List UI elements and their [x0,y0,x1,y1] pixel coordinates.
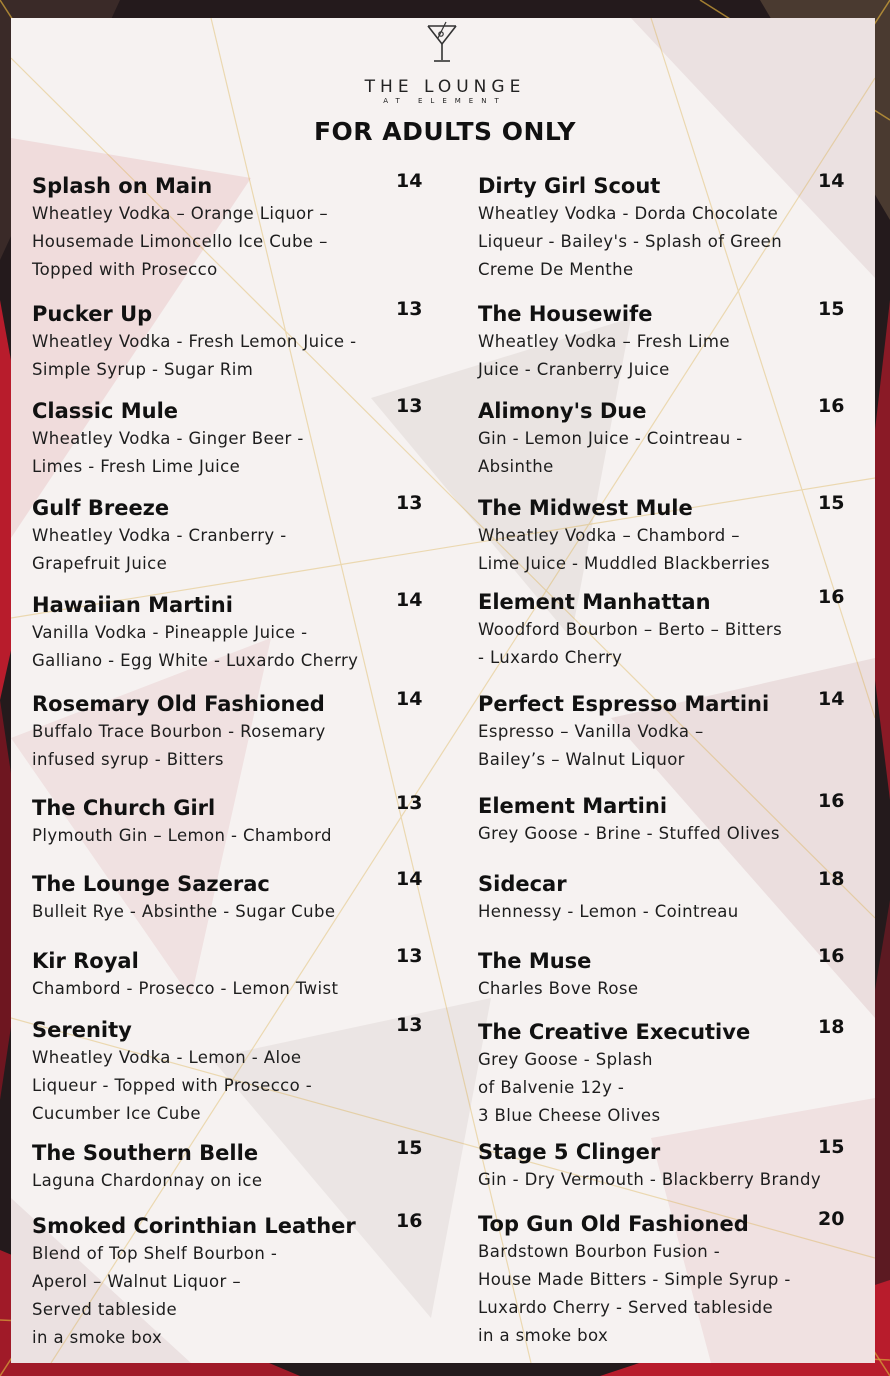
menu-item [32,794,452,850]
menu-item [32,494,452,578]
menu-item-name: Element Manhattan [478,590,711,614]
menu-item [32,690,452,774]
menu-item-price: 16 [396,1210,423,1232]
menu-item-name: Perfect Espresso Martini [478,692,770,716]
menu-item-price: 13 [396,792,423,814]
menu-item-name: Rosemary Old Fashioned [32,692,325,716]
menu-item-price: 13 [396,492,423,514]
menu-item-name: Smoked Corinthian Leather [32,1214,356,1238]
menu-item [32,300,452,384]
menu-item-description: Wheatley Vodka - Dorda Chocolate Liqueur - Bailey's - Splash of Green Creme De Menthe [478,204,783,279]
menu-item [32,172,452,284]
menu-item-name: Serenity [32,1018,132,1042]
menu-item-description: Grey Goose - Brine - Stuffed Olives [478,824,780,843]
menu-item-name: Element Martini [478,794,668,818]
menu-item-name: Sidecar [478,872,567,896]
menu-item-price: 14 [396,688,423,710]
menu-item-description: Wheatley Vodka – Fresh Lime Juice - Cranberry Juice [478,332,730,379]
menu-item-price: 15 [396,1137,423,1159]
menu-item [478,1018,890,1130]
menu-item-name: Top Gun Old Fashioned [478,1212,749,1236]
menu-item [478,1210,890,1350]
menu-item-description: Hennessy - Lemon - Cointreau [478,902,739,921]
menu-item-price: 14 [818,688,845,710]
menu-item-name: Stage 5 Clinger [478,1140,661,1164]
martini-glass-icon [422,20,462,64]
menu-item-price: 13 [396,945,423,967]
menu-item-description: Buffalo Trace Bourbon - Rosemary infused syrup - Bitters [32,722,326,769]
menu-item-description: Plymouth Gin – Lemon - Chambord [32,826,332,845]
menu-item-price: 13 [396,395,423,417]
menu-item [32,1016,452,1128]
menu-item [478,1138,890,1194]
menu-item-price: 18 [818,868,845,890]
menu-item [32,591,452,675]
menu-item [32,947,452,1003]
page-title: FOR ADULTS ONLY [313,117,577,146]
menu-item-description: Bulleit Rye - Absinthe - Sugar Cube [32,902,336,921]
menu-item-description: Wheatley Vodka - Ginger Beer - Limes - Fresh Lime Juice [32,429,304,476]
menu-item-description: Wheatley Vodka - Lemon - Aloe Liqueur - Topped with Prosecco - Cucumber Ice Cube [32,1048,313,1123]
menu-item-name: Kir Royal [32,949,139,973]
menu-item-price: 14 [396,589,423,611]
menu-item-name: The Church Girl [32,796,216,820]
menu-item-name: The Lounge Sazerac [32,872,270,896]
menu-item-price: 15 [818,1136,845,1158]
menu-item-description: Vanilla Vodka - Pineapple Juice - Galliano - Egg White - Luxardo Cherry [32,623,359,670]
menu-item-price: 14 [396,170,423,192]
menu-item-price: 14 [818,170,845,192]
menu-item-price: 16 [818,945,845,967]
menu-item [478,792,890,848]
menu-item-price: 15 [818,298,845,320]
menu-item-price: 14 [396,868,423,890]
menu-item-description: Laguna Chardonnay on ice [32,1171,263,1190]
menu-item-price: 16 [818,395,845,417]
menu-item-description: Grey Goose - Splash of Balvenie 12y - 3 Blue Cheese Olives [478,1050,661,1125]
menu-item [478,947,890,1003]
menu-item-name: Splash on Main [32,174,213,198]
menu-item-name: Dirty Girl Scout [478,174,661,198]
menu-item-name: Gulf Breeze [32,496,170,520]
menu-item-description: Charles Bove Rose [478,979,639,998]
menu-item [478,870,890,926]
menu-item-name: Classic Mule [32,399,179,423]
menu-item-description: Wheatley Vodka - Cranberry - Grapefruit Juice [32,526,287,573]
menu-item-name: The Creative Executive [478,1020,751,1044]
menu-item-description: Wheatley Vodka - Fresh Lemon Juice - Simple Syrup - Sugar Rim [32,332,357,379]
menu-item-price: 18 [818,1016,845,1038]
menu-item-name: The Muse [478,949,592,973]
menu-item [478,300,890,384]
menu-item-description: Espresso – Vanilla Vodka – Bailey’s – Walnut Liquor [478,722,704,769]
menu-item-name: Hawaiian Martini [32,593,233,617]
menu-item [478,588,890,672]
menu-item-description: Gin - Dry Vermouth - Blackberry Brandy [478,1170,822,1189]
brand-name: THE LOUNGE [364,77,526,97]
menu-item-description: Woodford Bourbon – Berto – Bitters - Luxardo Cherry [478,620,783,667]
menu-item-price: 16 [818,586,845,608]
menu-item-name: Pucker Up [32,302,153,326]
menu-item-name: The Southern Belle [32,1141,259,1165]
menu-item-description: Chambord - Prosecco - Lemon Twist [32,979,339,998]
menu-item-description: Wheatley Vodka – Orange Liquor – Housemade Limoncello Ice Cube – Topped with Prosecco [32,204,329,279]
menu-item [32,397,452,481]
menu-item-price: 13 [396,298,423,320]
menu-item-price: 16 [818,790,845,812]
brand-subtitle: AT ELEMENT [383,97,507,105]
menu-item [32,1212,452,1352]
menu-item-description: Wheatley Vodka – Chambord – Lime Juice - Muddled Blackberries [478,526,770,573]
menu-item [32,1139,452,1195]
menu-item [478,494,890,578]
menu-item [478,172,890,284]
menu-item-price: 13 [396,1014,423,1036]
menu-item-description: Bardstown Bourbon Fusion - House Made Bitters - Simple Syrup - Luxardo Cherry - Served tableside in a smoke box [478,1242,791,1345]
menu-item [478,690,890,774]
menu-item-description: Gin - Lemon Juice - Cointreau - Absinthe [478,429,743,476]
menu-item [478,397,890,481]
menu-item [32,870,452,926]
menu-item-price: 15 [818,492,845,514]
menu-item-name: The Housewife [478,302,653,326]
menu-item-name: Alimony's Due [478,399,647,423]
menu-item-name: The Midwest Mule [478,496,693,520]
menu-item-description: Blend of Top Shelf Bourbon - Aperol – Walnut Liquor – Served tableside in a smoke box [32,1244,278,1347]
menu-item-price: 20 [818,1208,845,1230]
